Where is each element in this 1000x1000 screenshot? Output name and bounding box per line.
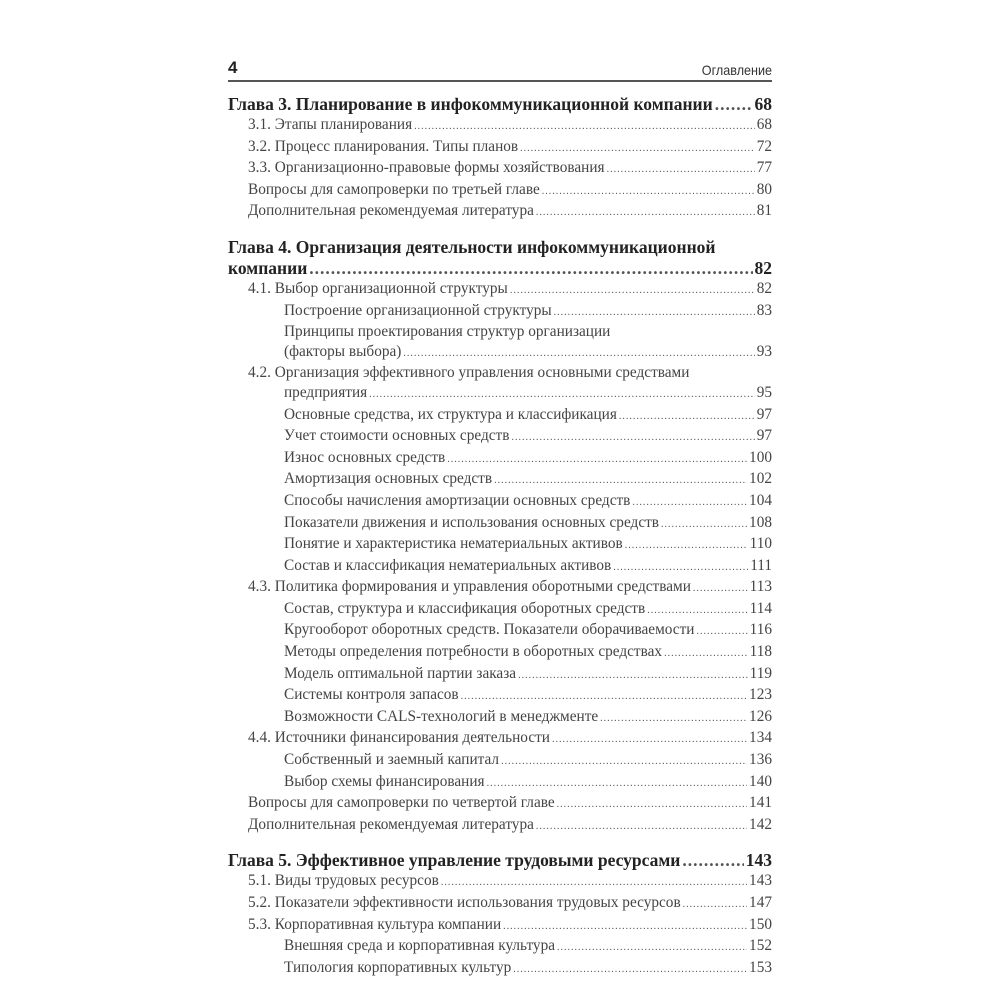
dot-leader: [696, 620, 747, 642]
toc-entry[interactable]: [228, 448, 772, 470]
chapter-title: компании: [228, 257, 308, 278]
chapter-entry[interactable]: [228, 850, 772, 871]
page-ref: 111: [750, 556, 772, 574]
page-ref: 140: [749, 772, 772, 790]
toc-entry[interactable]: [228, 915, 772, 937]
entry-title: Вопросы для самопроверки по третьей главе: [248, 180, 540, 198]
entry-title: Внешняя среда и корпоративная культура: [284, 937, 556, 955]
dot-leader: [403, 342, 754, 364]
dot-leader: [441, 871, 747, 893]
dot-leader: [661, 513, 747, 535]
entry-title: Способы начисления амортизации основных средств: [284, 491, 631, 509]
dot-leader: [501, 750, 747, 772]
dot-leader: [487, 772, 747, 794]
dot-leader: [369, 383, 755, 405]
dot-leader: [600, 707, 747, 729]
toc-entry[interactable]: [228, 405, 772, 427]
toc-entry[interactable]: [228, 664, 772, 686]
entry-title: Модель оптимальной партии заказа: [284, 664, 517, 682]
toc-entry[interactable]: [228, 158, 772, 180]
page-ref: 68: [756, 116, 772, 133]
page-ref: 80: [756, 180, 772, 198]
entry-title: Выбор схемы финансирования: [284, 772, 485, 790]
page-ref: 141: [749, 794, 772, 812]
toc-entry[interactable]: [228, 642, 772, 664]
toc-entry[interactable]: [228, 577, 772, 599]
toc-entry[interactable]: [228, 115, 772, 137]
page-ref: 83: [756, 301, 772, 319]
toc-entry[interactable]: [228, 871, 772, 893]
page-ref: 72: [756, 137, 772, 155]
dot-leader: [664, 642, 748, 664]
page-ref: 97: [756, 405, 772, 423]
page-ref: 97: [756, 427, 772, 445]
page-ref: 153: [749, 958, 772, 976]
book-page: [228, 54, 772, 979]
page-ref: 110: [749, 535, 772, 553]
chapter-entry[interactable]: [228, 258, 772, 279]
toc-entry[interactable]: [228, 469, 772, 491]
entry-title: 3.3. Организационно-правовые формы хозяйствования: [248, 159, 605, 177]
page-ref: 116: [749, 621, 772, 639]
page-number: 4: [228, 58, 238, 77]
toc-entry[interactable]: [228, 342, 772, 364]
chapter-title: Глава 5. Эффективное управление трудовыми ресурсами: [228, 850, 681, 871]
toc-entry[interactable]: [228, 893, 772, 915]
toc-entry[interactable]: [228, 936, 772, 958]
page-ref: 104: [749, 491, 772, 509]
entry-title: Основные средства, их структура и классификация: [284, 405, 617, 423]
toc-entry[interactable]: [228, 301, 772, 323]
page-ref: 114: [749, 599, 772, 617]
page-ref: 100: [749, 448, 772, 466]
dot-leader: [494, 469, 747, 491]
entry-title: 4.1. Выбор организационной структуры: [248, 279, 508, 297]
dot-leader: [518, 664, 748, 686]
page-ref: 68: [754, 94, 772, 114]
entry-title: 3.1. Этапы планирования: [248, 116, 413, 133]
chapter-entry[interactable]: [228, 94, 772, 115]
dot-leader: [647, 599, 747, 621]
dot-leader: [552, 728, 747, 750]
toc-entry[interactable]: [228, 599, 772, 621]
toc-entry[interactable]: [228, 383, 772, 405]
dot-leader: [513, 958, 747, 980]
page-ref: 152: [749, 937, 772, 955]
dot-leader: [557, 936, 747, 958]
toc-entry[interactable]: [228, 707, 772, 729]
dot-leader: [619, 405, 755, 427]
toc-entry-line: 4.2. Организация эффективного управления основными средствами: [248, 364, 690, 382]
page-ref: 123: [749, 686, 772, 704]
page-ref: 82: [754, 257, 772, 278]
dot-leader: [632, 491, 747, 513]
dot-leader: [557, 793, 747, 815]
dot-leader: [693, 577, 748, 599]
entry-title: 5.1. Виды трудовых ресурсов: [248, 872, 439, 890]
toc-entry[interactable]: [228, 685, 772, 707]
dot-leader: [511, 426, 754, 448]
entry-title: Износ основных средств: [284, 448, 446, 466]
dot-leader: [520, 137, 755, 159]
toc-entry[interactable]: [228, 620, 772, 642]
page-ref: 147: [749, 894, 772, 911]
entry-title: Понятие и характеристика нематериальных активов: [284, 535, 623, 553]
entry-title: Кругооборот оборотных средств. Показатели оборачиваемости: [284, 621, 695, 639]
dot-leader: [461, 685, 747, 707]
entry-title: 4.4. Источники финансирования деятельности: [248, 729, 550, 747]
page-ref: 77: [756, 159, 772, 177]
toc-entry[interactable]: [228, 491, 772, 513]
page-ref: 150: [749, 915, 772, 933]
dot-leader: [554, 301, 755, 323]
page-ref: 102: [749, 470, 772, 488]
toc-entry[interactable]: [228, 279, 772, 301]
entry-title: Методы определения потребности в оборотных средствах: [284, 643, 663, 661]
toc-entry[interactable]: [228, 426, 772, 448]
toc-entry[interactable]: [228, 793, 772, 815]
dot-leader: [715, 94, 753, 115]
dot-leader: [682, 850, 743, 871]
entry-title: Типология корпоративных культур: [284, 958, 512, 976]
dot-leader: [503, 915, 747, 937]
dot-leader: [447, 448, 747, 470]
chapter-title: Глава 3. Планирование в инфокоммуникационной компании: [228, 94, 713, 114]
toc-entry[interactable]: [228, 513, 772, 535]
page-ref: 143: [749, 872, 772, 890]
toc-entry[interactable]: [228, 180, 772, 202]
toc-entry[interactable]: [228, 534, 772, 556]
entry-title: Возможности CALS-технологий в менеджменте: [284, 707, 599, 725]
page-ref: 134: [749, 729, 772, 747]
dot-leader: [309, 258, 752, 279]
dot-leader: [510, 279, 755, 301]
entry-title: Состав, структура и классификация оборотных средств: [284, 599, 646, 617]
dot-leader: [613, 556, 748, 578]
page-ref: 82: [756, 279, 772, 297]
toc-entry[interactable]: [228, 815, 772, 837]
entry-title: 5.2. Показатели эффективности использования трудовых ресурсов: [248, 894, 681, 911]
running-title: Оглавление: [701, 62, 772, 78]
entry-title: (факторы выбора): [284, 342, 402, 360]
toc-entry[interactable]: [228, 958, 772, 980]
page-ref: 118: [749, 643, 772, 661]
page-ref: 81: [756, 202, 772, 220]
page-ref: 119: [749, 664, 772, 682]
entry-title: Собственный и заемный капитал: [284, 751, 500, 769]
chapter-heading-line: Глава 4. Организация деятельности инфокоммуникационной: [228, 236, 716, 257]
dot-leader: [414, 115, 755, 137]
entry-title: Системы контроля запасов: [284, 686, 459, 704]
entry-title: Состав и классификация нематериальных активов: [284, 556, 612, 574]
dot-leader: [536, 815, 747, 837]
entry-title: Показатели движения и использования основных средств: [284, 513, 660, 531]
page-ref: 142: [749, 815, 772, 833]
entry-title: Построение организационной структуры: [284, 301, 552, 319]
page-ref: 93: [756, 342, 772, 360]
page-ref: 108: [749, 513, 772, 531]
page-ref: 143: [745, 850, 772, 871]
dot-leader: [542, 180, 755, 202]
table-of-contents: [228, 94, 772, 979]
dot-leader: [683, 893, 747, 915]
toc-entry[interactable]: [228, 556, 772, 578]
entry-title: Вопросы для самопроверки по четвертой главе: [248, 794, 555, 812]
page-ref: 136: [749, 751, 772, 769]
entry-title: Учет стоимости основных средств: [284, 427, 510, 445]
toc-entry[interactable]: [228, 728, 772, 750]
entry-title: 3.2. Процесс планирования. Типы планов: [248, 137, 519, 155]
entry-title: Амортизация основных средств: [284, 470, 493, 488]
entry-title: 5.3. Корпоративная культура компании: [248, 915, 502, 933]
toc-entry-line: Принципы проектирования структур организации: [284, 323, 611, 341]
page-ref: 126: [749, 707, 772, 725]
page-ref: 113: [749, 578, 772, 596]
entry-title: Дополнительная рекомендуемая литература: [248, 815, 534, 833]
entry-title: предприятия: [284, 383, 368, 401]
running-header: [228, 54, 772, 82]
entry-title: Дополнительная рекомендуемая литература: [248, 202, 534, 220]
toc-entry[interactable]: [228, 772, 772, 794]
entry-title: 4.3. Политика формирования и управления оборотными средствами: [248, 578, 691, 596]
dot-leader: [607, 158, 755, 180]
dot-leader: [536, 201, 755, 223]
toc-entry[interactable]: [228, 137, 772, 159]
toc-entry[interactable]: [228, 201, 772, 223]
page-ref: 95: [756, 383, 772, 401]
dot-leader: [625, 534, 748, 556]
toc-entry[interactable]: [228, 750, 772, 772]
